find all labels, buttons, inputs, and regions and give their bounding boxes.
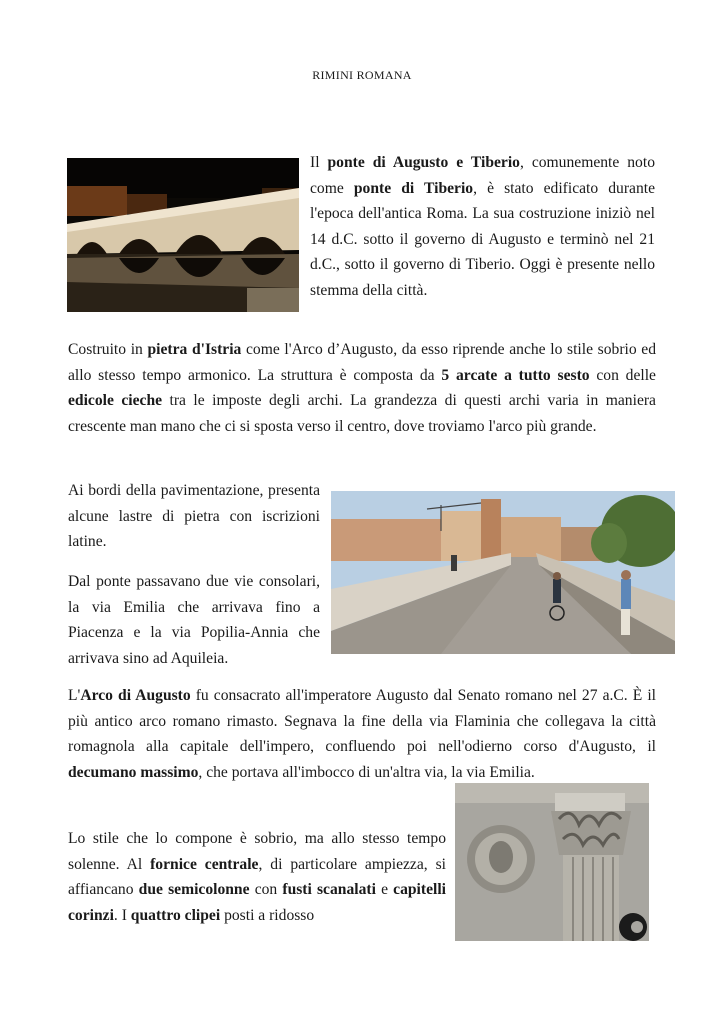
bold-term: pietra d'Istria — [147, 341, 242, 358]
text-run: posti a ridosso — [220, 906, 315, 924]
page-title: RIMINI ROMANA — [312, 68, 412, 82]
text-run: con delle — [589, 366, 656, 384]
text-run: fu consacrato all'imperatore Augusto dal Senato romano nel 27 a.C. È il più antico arco romano rimasto. Segnava la fine della via Flaminia che collegava la città romagnola alla capitale dell'impero, confluendo poi nell'odierno corso d'Augusto, il — [68, 687, 656, 756]
bold-term: edicole cieche — [68, 392, 163, 410]
text-run: Costruito in — [68, 341, 148, 358]
paragraph-stile-arco — [68, 826, 446, 928]
bold-term: 5 arcate a tutto sesto — [441, 366, 590, 384]
bold-term: ponte di Augusto e Tiberio — [327, 154, 520, 171]
text-run: come l'Arco d’Augusto, da esso riprende anche lo stile sobrio ed allo stesso tempo armonico. La struttura è composta da — [68, 341, 657, 384]
text-run: Ai bordi della pavimentazione, presenta alcune lastre di pietra con iscrizioni latine. — [68, 482, 320, 551]
bold-term: ponte di Tiberio — [353, 179, 474, 197]
text-run: Il — [310, 154, 328, 171]
bridge-day-photo — [331, 491, 675, 654]
text-run: tra le imposte degli archi. La grandezza di questi archi varia in maniera crescente man mano che ci si sposta verso il centro, dove troviamo l'arco più grande. — [68, 392, 656, 435]
paragraph-bordi — [68, 478, 320, 555]
arch-detail-photo — [455, 783, 649, 941]
text-run: . I — [113, 906, 131, 924]
text-run: Dal ponte passavano due vie consolari, la via Emilia che arrivava fino a Piacenza e la via Popilia-Annia che arrivava sino ad Aquileia. — [68, 573, 320, 667]
paragraph-ponte-tiberio — [310, 150, 655, 304]
paragraph-pietra-istria — [68, 337, 656, 439]
text-run: Lo stile che lo compone è sobrio, ma allo stesso tempo solenne. Al — [68, 830, 446, 873]
bold-term: due semicolonne — [138, 881, 250, 899]
paragraph-arco-augusto — [68, 683, 656, 785]
text-run: , che portava all'imbocco di un'altra via, la via Emilia. — [198, 763, 535, 781]
bold-term: fornice centrale — [150, 855, 259, 873]
text-run: con — [249, 881, 283, 899]
text-run: e — [375, 881, 394, 899]
text-run: , comunemente noto come — [310, 154, 655, 197]
bridge-night-photo — [67, 158, 299, 312]
paragraph-vie-consolari — [68, 569, 320, 671]
bold-term: decumano massimo — [68, 763, 199, 781]
bold-term: capitelli corinzi — [68, 881, 446, 924]
bold-term: quattro clipei — [130, 906, 221, 924]
text-run: , è stato edificato durante l'epoca dell'antica Roma. La sua costruzione iniziò nel 14 d.C. sotto il governo di Augusto e terminò nel 21 d.C., sotto il governo di Tiberio. Oggi è presente nello stemma della città. — [310, 179, 656, 299]
text-run: , di particolare ampiezza, si affiancano — [68, 855, 446, 899]
bold-term: Arco di Augusto — [80, 687, 191, 704]
bold-term: fusti scanalati — [282, 881, 376, 899]
text-run: L' — [68, 687, 81, 704]
